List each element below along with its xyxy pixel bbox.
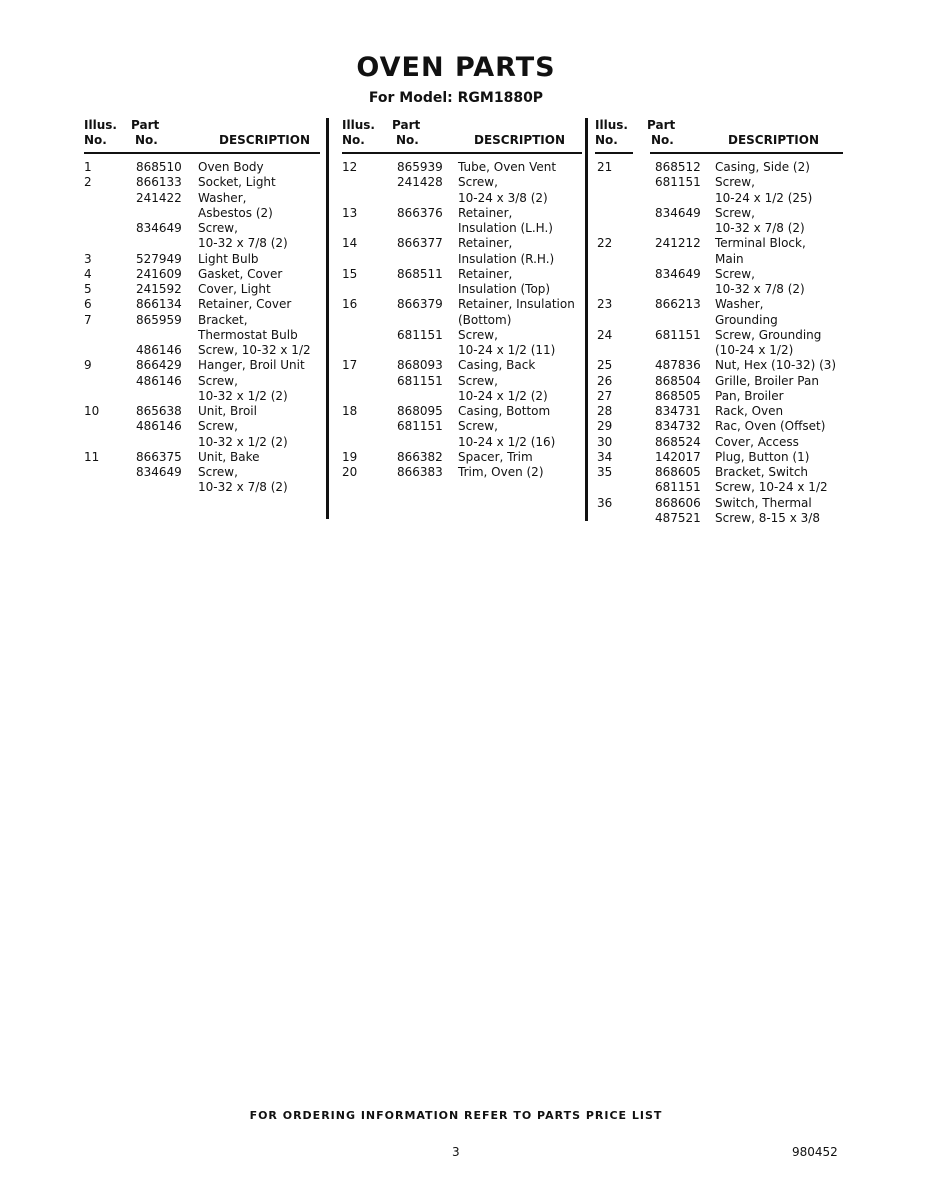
- description: Tube, Oven Vent: [458, 160, 557, 174]
- description: Cover, Access: [715, 434, 799, 449]
- description: Washer,: [198, 190, 247, 205]
- table-row: [595, 480, 845, 495]
- illus-no: 23: [597, 297, 613, 312]
- table-row: [84, 328, 320, 343]
- header-part-no: No.: [135, 133, 158, 147]
- description: Insulation (L.H.): [458, 221, 553, 235]
- illus-no: 10: [84, 404, 100, 418]
- part-no: 865959: [136, 312, 182, 327]
- description: Insulation (Top): [458, 282, 551, 296]
- header-part-no: No.: [396, 133, 419, 147]
- header-description: DESCRIPTION: [728, 133, 820, 147]
- illus-no: 22: [597, 236, 613, 251]
- illus-no: 3: [84, 251, 92, 266]
- table-row: [84, 404, 320, 419]
- description: Unit, Broil: [198, 404, 257, 418]
- table-row: [595, 160, 845, 175]
- column-header: [342, 118, 582, 153]
- table-row: [342, 374, 582, 389]
- description: Rac, Oven (Offset): [715, 419, 826, 434]
- description: Screw,: [198, 465, 238, 479]
- table-row: [84, 175, 320, 190]
- illus-no: 15: [342, 266, 358, 281]
- part-no: 681151: [655, 327, 701, 342]
- table-row: [342, 465, 582, 480]
- illus-no: 1: [84, 160, 92, 174]
- table-row: [595, 328, 845, 343]
- table-row: [84, 358, 320, 373]
- description: Cover, Light: [198, 282, 271, 296]
- description: Light Bulb: [198, 251, 259, 266]
- description: Screw, 8-15 x 3/8: [715, 510, 820, 525]
- table-row: [342, 404, 582, 419]
- part-no: 866134: [136, 297, 182, 312]
- header-part-no: No.: [651, 133, 674, 147]
- table-row: [84, 465, 320, 480]
- illus-no: 30: [597, 434, 613, 449]
- description: Retainer,: [458, 266, 513, 281]
- illus-no: 16: [342, 297, 358, 312]
- description: (Bottom): [458, 312, 512, 327]
- header-underline: [595, 152, 633, 154]
- description: Spacer, Trim: [458, 449, 533, 464]
- table-row: [84, 236, 320, 251]
- part-no: 241212: [655, 236, 701, 251]
- table-row: [342, 175, 582, 190]
- document-number: 980452: [792, 1145, 838, 1159]
- part-no: 868505: [655, 388, 701, 403]
- table-row: [84, 206, 320, 221]
- description: Screw,: [458, 373, 498, 388]
- illus-no: 29: [597, 419, 613, 434]
- description: Casing, Bottom: [458, 404, 551, 418]
- part-no: 241428: [397, 175, 443, 190]
- column-header: [595, 118, 845, 153]
- part-no: 681151: [655, 480, 701, 495]
- description: Bracket, Switch: [715, 465, 809, 479]
- part-no: 868093: [397, 358, 443, 373]
- part-no: 527949: [136, 251, 182, 266]
- table-row: [342, 206, 582, 221]
- part-no: 834732: [655, 419, 701, 434]
- part-no: 866213: [655, 297, 701, 312]
- description: Trim, Oven (2): [458, 465, 544, 479]
- table-row: [595, 206, 845, 221]
- table-row: [595, 191, 845, 206]
- header-underline: [342, 152, 582, 154]
- part-no: 834649: [655, 205, 701, 220]
- illus-no: 34: [597, 449, 613, 464]
- table-row: [595, 282, 845, 297]
- table-row: [595, 404, 845, 419]
- description: 10-32 x 7/8 (2): [198, 480, 288, 495]
- header-illus-no: No.: [342, 133, 365, 147]
- description: Retainer, Insulation: [458, 297, 575, 312]
- description: Casing, Side (2): [715, 160, 810, 174]
- part-no: 866379: [397, 297, 443, 312]
- part-no: 486146: [136, 419, 182, 434]
- description: Screw,: [458, 419, 498, 434]
- table-row: [342, 221, 582, 236]
- header-description: DESCRIPTION: [474, 133, 566, 147]
- description: Grille, Broiler Pan: [715, 373, 819, 388]
- table-row: [595, 358, 845, 373]
- description: Screw,: [715, 266, 755, 281]
- part-no: 868511: [397, 266, 443, 281]
- description: Screw, Grounding: [715, 327, 822, 342]
- header-description: DESCRIPTION: [219, 133, 311, 147]
- table-row: [595, 236, 845, 251]
- table-row: [342, 450, 582, 465]
- part-no: 681151: [397, 419, 443, 434]
- illus-no: 25: [597, 358, 613, 373]
- part-no: 486146: [136, 343, 182, 357]
- table-row: [84, 191, 320, 206]
- description: 10-24 x 3/8 (2): [458, 190, 548, 205]
- part-no: 834649: [136, 465, 182, 479]
- part-no: 487836: [655, 358, 701, 373]
- description: Retainer,: [458, 236, 513, 251]
- part-no: 868095: [397, 404, 443, 418]
- header-underline: [84, 152, 320, 154]
- column-divider: [585, 118, 588, 521]
- illus-no: 20: [342, 465, 358, 479]
- table-row: [595, 465, 845, 480]
- description: 10-32 x 7/8 (2): [715, 282, 805, 296]
- illus-no: 6: [84, 297, 92, 312]
- table-row: [342, 358, 582, 373]
- table-row: [342, 252, 582, 267]
- table-row: [84, 160, 320, 175]
- part-no: 241609: [136, 266, 182, 281]
- description: Terminal Block,: [715, 236, 806, 251]
- illus-no: 36: [597, 495, 613, 510]
- illus-no: 2: [84, 175, 92, 190]
- illus-no: 9: [84, 358, 92, 373]
- illus-no: 27: [597, 388, 613, 403]
- table-row: [84, 252, 320, 267]
- table-row: [342, 236, 582, 251]
- header-illus: Illus.: [342, 118, 375, 132]
- illus-no: 28: [597, 404, 613, 418]
- parts-column-1: [84, 118, 320, 496]
- description: Casing, Back: [458, 358, 536, 373]
- table-row: [84, 374, 320, 389]
- part-no: 866383: [397, 465, 443, 479]
- table-row: [595, 267, 845, 282]
- header-illus-no: No.: [595, 133, 618, 147]
- description: 10-32 x 7/8 (2): [198, 236, 288, 251]
- description: 10-32 x 1/2 (2): [198, 388, 288, 403]
- header-part: Part: [392, 118, 421, 132]
- table-row: [595, 419, 845, 434]
- table-row: [342, 297, 582, 312]
- part-no: 486146: [136, 373, 182, 388]
- description: (10-24 x 1/2): [715, 343, 794, 357]
- description: Gasket, Cover: [198, 266, 283, 281]
- table-row: [342, 343, 582, 358]
- part-no: 834649: [136, 221, 182, 235]
- page-title: OVEN PARTS: [356, 52, 556, 83]
- table-row: [595, 496, 845, 511]
- illus-no: 35: [597, 465, 613, 479]
- description: 10-24 x 1/2 (2): [458, 388, 548, 403]
- column-divider: [326, 118, 329, 519]
- table-row: [84, 297, 320, 312]
- description: Rack, Oven: [715, 404, 784, 418]
- ordering-footer: FOR ORDERING INFORMATION REFER TO PARTS PRICE LIST: [249, 1109, 663, 1122]
- description: Retainer,: [458, 205, 513, 220]
- description: Screw,: [715, 175, 755, 190]
- table-row: [342, 389, 582, 404]
- part-no: 866133: [136, 175, 182, 190]
- part-no: 865638: [136, 404, 182, 418]
- header-part: Part: [131, 118, 160, 132]
- table-row: [84, 282, 320, 297]
- table-row: [595, 511, 845, 526]
- part-no: 868510: [136, 160, 182, 174]
- description: 10-32 x 1/2 (2): [198, 434, 288, 449]
- table-row: [342, 267, 582, 282]
- description: Screw, 10-32 x 1/2: [198, 343, 311, 357]
- illus-no: 26: [597, 373, 613, 388]
- description: Bracket,: [198, 312, 248, 327]
- table-row: [595, 175, 845, 190]
- part-no: 487521: [655, 510, 701, 525]
- description: 10-24 x 1/2 (11): [458, 343, 556, 357]
- description: Oven Body: [198, 160, 264, 174]
- table-row: [84, 435, 320, 450]
- table-row: [595, 435, 845, 450]
- table-row: [595, 450, 845, 465]
- part-no: 866429: [136, 358, 182, 373]
- part-no: 681151: [655, 175, 701, 190]
- table-row: [595, 343, 845, 358]
- part-no: 868605: [655, 465, 701, 479]
- table-row: [342, 328, 582, 343]
- table-row: [595, 389, 845, 404]
- part-no: 866382: [397, 449, 443, 464]
- table-row: [84, 480, 320, 495]
- header-illus: Illus.: [595, 118, 628, 132]
- part-no: 834731: [655, 404, 701, 418]
- table-row: [342, 435, 582, 450]
- table-row: [84, 389, 320, 404]
- description: Washer,: [715, 297, 764, 312]
- table-row: [595, 252, 845, 267]
- part-no: 241422: [136, 190, 182, 205]
- description: Plug, Button (1): [715, 449, 810, 464]
- description: 10-32 x 7/8 (2): [715, 221, 805, 235]
- part-no: 866376: [397, 205, 443, 220]
- description: Screw,: [198, 221, 238, 235]
- table-row: [342, 313, 582, 328]
- part-no: 868606: [655, 495, 701, 510]
- description: 10-24 x 1/2 (25): [715, 190, 813, 205]
- illus-no: 11: [84, 449, 100, 464]
- part-no: 866377: [397, 236, 443, 251]
- description: Insulation (R.H.): [458, 251, 555, 266]
- illus-no: 19: [342, 449, 358, 464]
- illus-no: 14: [342, 236, 358, 251]
- table-row: [595, 313, 845, 328]
- description: Screw,: [198, 419, 238, 434]
- description: Unit, Bake: [198, 449, 260, 464]
- part-no: 866375: [136, 449, 182, 464]
- description: Retainer, Cover: [198, 297, 292, 312]
- illus-no: 4: [84, 266, 92, 281]
- illus-no: 13: [342, 205, 358, 220]
- illus-no: 5: [84, 282, 92, 296]
- table-row: [84, 221, 320, 236]
- table-row: [342, 191, 582, 206]
- header-illus: Illus.: [84, 118, 117, 132]
- part-no: 834649: [655, 266, 701, 281]
- description: Hanger, Broil Unit: [198, 358, 305, 373]
- table-row: [342, 282, 582, 297]
- description: 10-24 x 1/2 (16): [458, 434, 556, 449]
- description: Screw,: [458, 175, 498, 190]
- part-no: 681151: [397, 327, 443, 342]
- header-illus-no: No.: [84, 133, 107, 147]
- part-no: 868512: [655, 160, 701, 174]
- part-no: 681151: [397, 373, 443, 388]
- table-row: [342, 419, 582, 434]
- description: Screw,: [458, 327, 498, 342]
- table-row: [84, 313, 320, 328]
- description: Pan, Broiler: [715, 388, 784, 403]
- description: Main: [715, 251, 744, 266]
- table-row: [595, 297, 845, 312]
- part-no: 142017: [655, 449, 701, 464]
- illus-no: 12: [342, 160, 358, 174]
- parts-column-2: [342, 118, 582, 480]
- illus-no: 7: [84, 312, 92, 327]
- description: Thermostat Bulb: [198, 327, 298, 342]
- part-no: 868524: [655, 434, 701, 449]
- illus-no: 17: [342, 358, 358, 373]
- table-row: [84, 343, 320, 358]
- part-no: 865939: [397, 160, 443, 174]
- table-row: [595, 221, 845, 236]
- description: Socket, Light: [198, 175, 276, 190]
- table-row: [84, 419, 320, 434]
- table-row: [84, 450, 320, 465]
- page-number: 3: [452, 1145, 460, 1159]
- description: Screw,: [715, 205, 755, 220]
- column-header: [84, 118, 320, 153]
- description: Switch, Thermal: [715, 495, 812, 510]
- header-part: Part: [647, 118, 676, 132]
- illus-no: 24: [597, 327, 613, 342]
- part-no: 868504: [655, 373, 701, 388]
- description: Grounding: [715, 312, 778, 327]
- table-row: [84, 267, 320, 282]
- parts-column-3: [595, 118, 845, 526]
- description: Asbestos (2): [198, 205, 273, 220]
- description: Nut, Hex (10-32) (3): [715, 358, 837, 373]
- header-underline: [650, 152, 843, 154]
- table-row: [342, 160, 582, 175]
- part-no: 241592: [136, 282, 182, 296]
- table-row: [595, 374, 845, 389]
- description: Screw, 10-24 x 1/2: [715, 480, 828, 495]
- illus-no: 18: [342, 404, 358, 418]
- illus-no: 21: [597, 160, 613, 174]
- description: Screw,: [198, 373, 238, 388]
- model-subtitle: For Model: RGM1880P: [368, 90, 544, 106]
